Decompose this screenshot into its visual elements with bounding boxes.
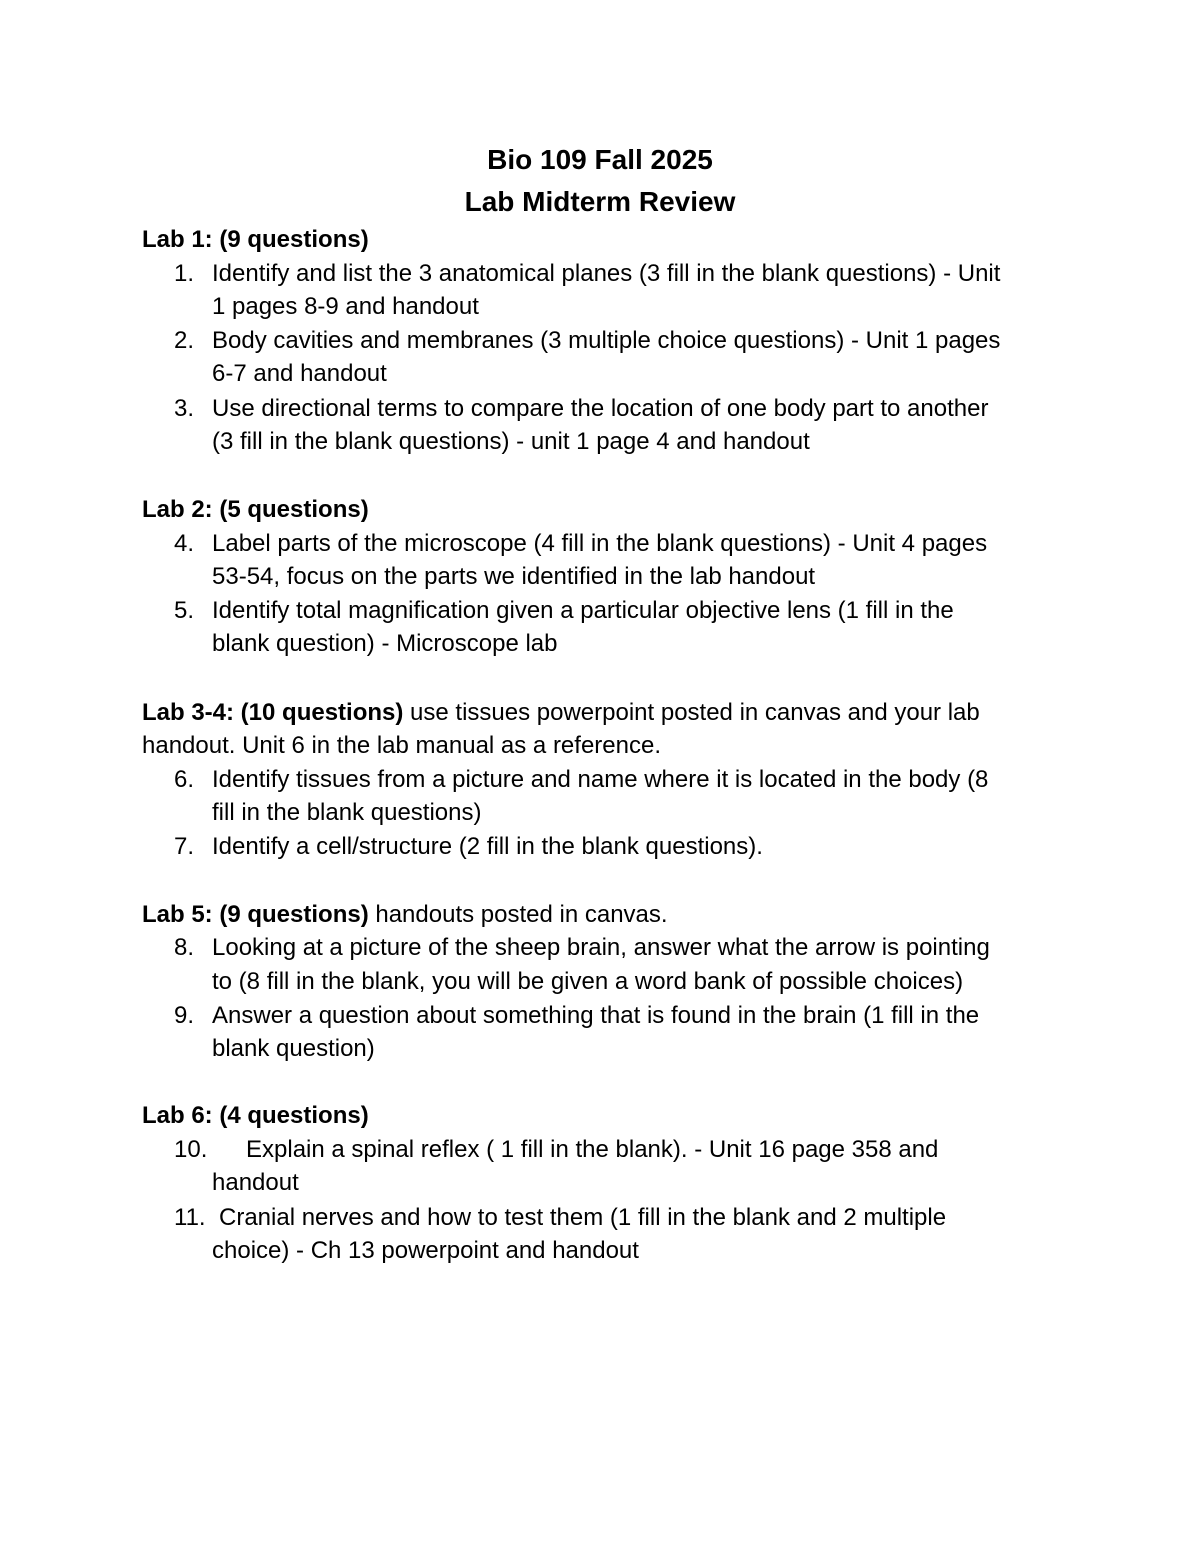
section-heading-lab3-4: Lab 3-4: (10 questions)	[142, 699, 404, 726]
section-intro-text: handouts posted in canvas.	[368, 901, 668, 928]
item-number: 4.	[174, 530, 195, 557]
item-text: Use directional terms to compare the location of one body part to another	[212, 395, 989, 422]
item-text: to (8 fill in the blank, you will be given a word bank of possible choices)	[212, 968, 964, 995]
doc-title-line1: Bio 109 Fall 2025	[487, 144, 713, 175]
item-text: Identify tissues from a picture and name where it is located in the body (8	[212, 766, 989, 793]
section-heading-lab2: Lab 2: (5 questions)	[142, 496, 369, 523]
item-text: choice) - Ch 13 powerpoint and handout	[212, 1237, 639, 1264]
item-text: Label parts of the microscope (4 fill in the blank questions) - Unit 4 pages	[212, 530, 988, 557]
item-text: blank question) - Microscope lab	[212, 630, 558, 657]
item-number: 7.	[174, 833, 195, 860]
item-text: blank question)	[212, 1035, 375, 1062]
item-text: Body cavities and membranes (3 multiple choice questions) - Unit 1 pages	[212, 327, 1001, 354]
item-text: Explain a spinal reflex ( 1 fill in the blank). - Unit 16 page 358 and	[246, 1136, 939, 1163]
item-text: Cranial nerves and how to test them (1 fill in the blank and 2 multiple	[219, 1204, 947, 1231]
doc-title-line2: Lab Midterm Review	[464, 186, 736, 217]
item-text: 53-54, focus on the parts we identified in the lab handout	[212, 563, 816, 590]
item-text: Identify and list the 3 anatomical planes (3 fill in the blank questions) - Unit	[212, 260, 1001, 287]
section-intro-lab3-4	[142, 698, 980, 728]
item-number: 2.	[174, 327, 195, 354]
item-text: 1 pages 8-9 and handout	[212, 293, 479, 320]
item-text: handout	[212, 1169, 299, 1196]
item-text: Identify a cell/structure (2 fill in the blank questions).	[212, 833, 763, 860]
section-heading-lab1: Lab 1: (9 questions)	[142, 226, 369, 253]
item-number: 1.	[174, 260, 195, 287]
item-text: 6-7 and handout	[212, 360, 387, 387]
section-intro-text: use tissues powerpoint posted in canvas and your lab	[403, 699, 980, 726]
item-text: Looking at a picture of the sheep brain, answer what the arrow is pointing	[212, 934, 990, 961]
item-number: 8.	[174, 934, 195, 961]
item-text: fill in the blank questions)	[212, 799, 482, 826]
section-intro-lab5	[142, 900, 668, 930]
section-heading-lab5: Lab 5: (9 questions)	[142, 901, 369, 928]
item-number: 3.	[174, 395, 195, 422]
section-heading-lab6: Lab 6: (4 questions)	[142, 1102, 369, 1129]
section-intro-text-line2: handout. Unit 6 in the lab manual as a reference.	[142, 732, 661, 759]
item-number: 11.	[174, 1204, 206, 1231]
item-text: (3 fill in the blank questions) - unit 1 page 4 and handout	[212, 428, 810, 455]
item-number: 9.	[174, 1002, 195, 1029]
item-text: Identify total magnification given a particular objective lens (1 fill in the	[212, 597, 954, 624]
item-number: 6.	[174, 766, 195, 793]
item-text: Answer a question about something that is found in the brain (1 fill in the	[212, 1002, 980, 1029]
item-number: 10.	[174, 1136, 208, 1163]
item-number: 5.	[174, 597, 195, 624]
